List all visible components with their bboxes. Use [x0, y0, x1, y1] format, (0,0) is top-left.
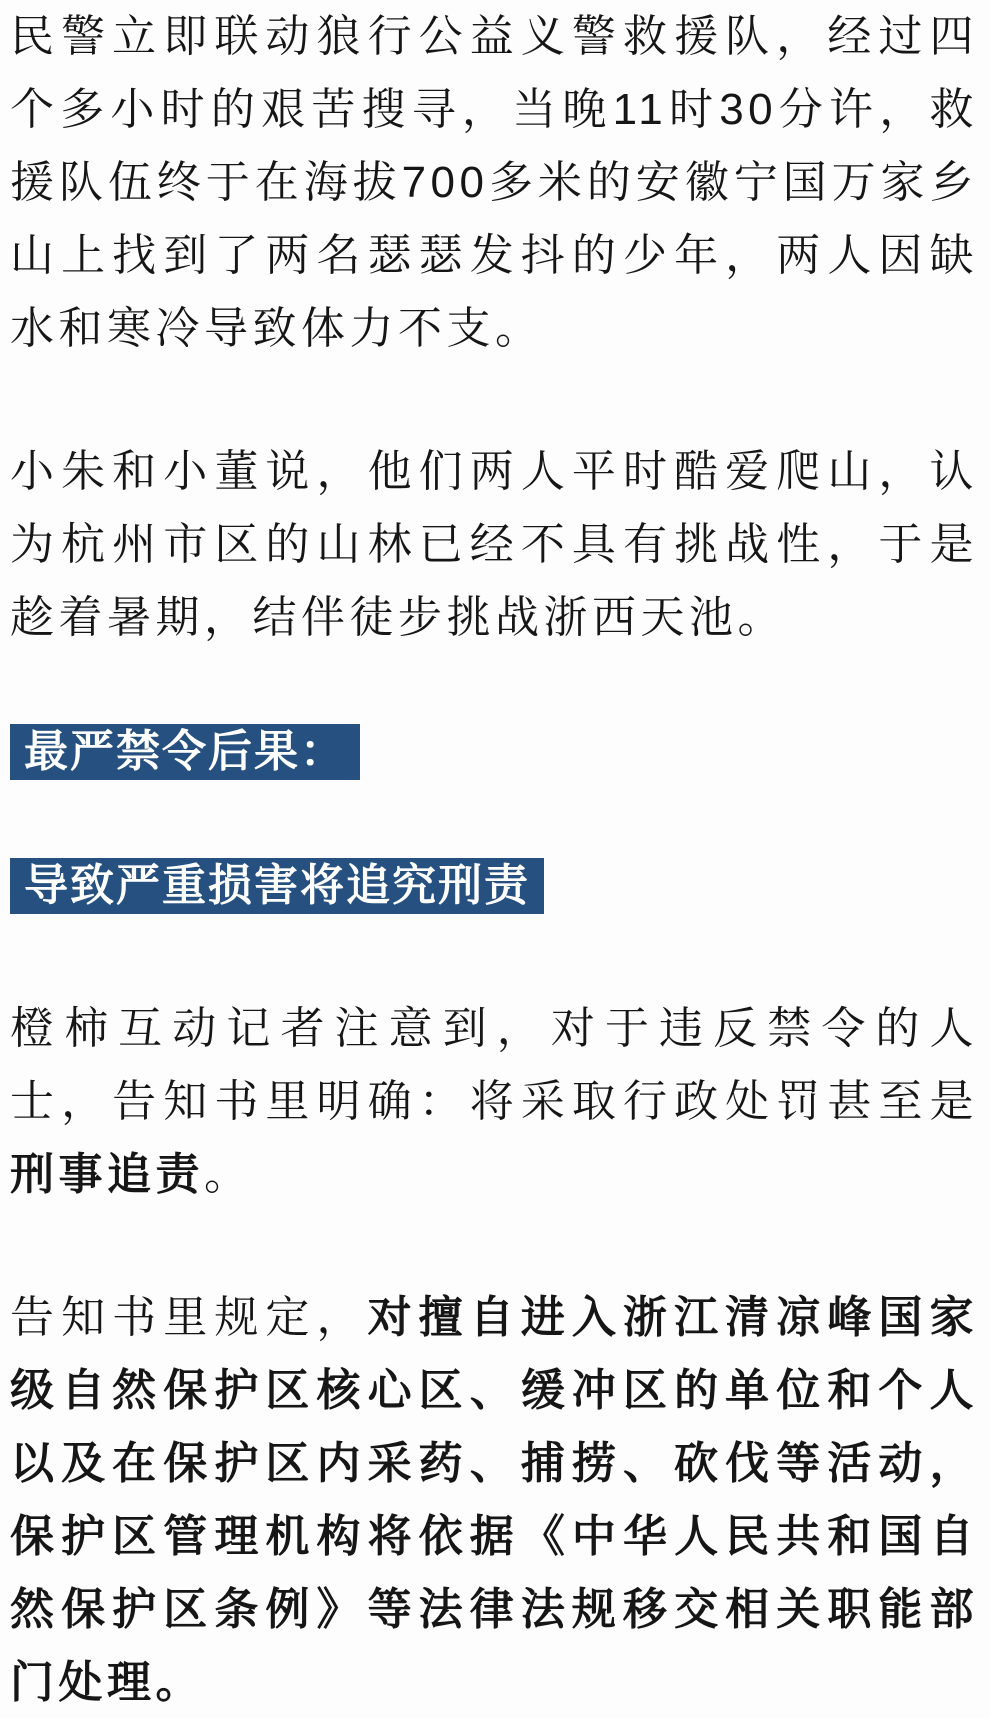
highlighted-heading-consequence: 最严禁令后果：	[10, 724, 360, 780]
highlighted-heading-liability: 导致严重损害将追究刑责	[10, 858, 544, 914]
paragraph-motivation: 小朱和小董说，他们两人平时酷爱爬山，认为杭州市区的山林已经不具有挑战性，于是趁着暑期，结伴徒步挑战浙西天池。	[10, 447, 978, 642]
section-heading-liability-row	[10, 858, 978, 914]
penalty-text-tail: 。	[204, 1150, 253, 1199]
paragraph-rescue: 民警立即联动狼行公益义警救援队，经过四个多小时的艰苦搜寻，当晚11时30分许，救援队伍终于在海拔700多米的安徽宁国万家乡山上找到了两名瑟瑟发抖的少年，两人因缺水和寒冷导致体力不支。	[10, 12, 978, 353]
penalty-text-bold: 刑事追责	[10, 1150, 204, 1199]
regulation-text-bold: 对擅自进入浙江清凉峰国家级自然保护区核心区、缓冲区的单位和个人以及在保护区内采药、捕捞、砍伐等活动，保护区管理机构将依据《中华人民共和国自然保护区条例》等法律法规移交相关职能部门处理。	[10, 1293, 979, 1707]
section-heading-consequence-row	[10, 724, 978, 780]
penalty-text-regular: 橙柿互动记者注意到，对于违反禁令的人士，告知书里明确：将采取行政处罚甚至是	[10, 1004, 978, 1126]
paragraph-regulation	[10, 1281, 978, 1719]
paragraph-penalty	[10, 992, 978, 1211]
regulation-text-regular: 告知书里规定，	[10, 1293, 368, 1342]
